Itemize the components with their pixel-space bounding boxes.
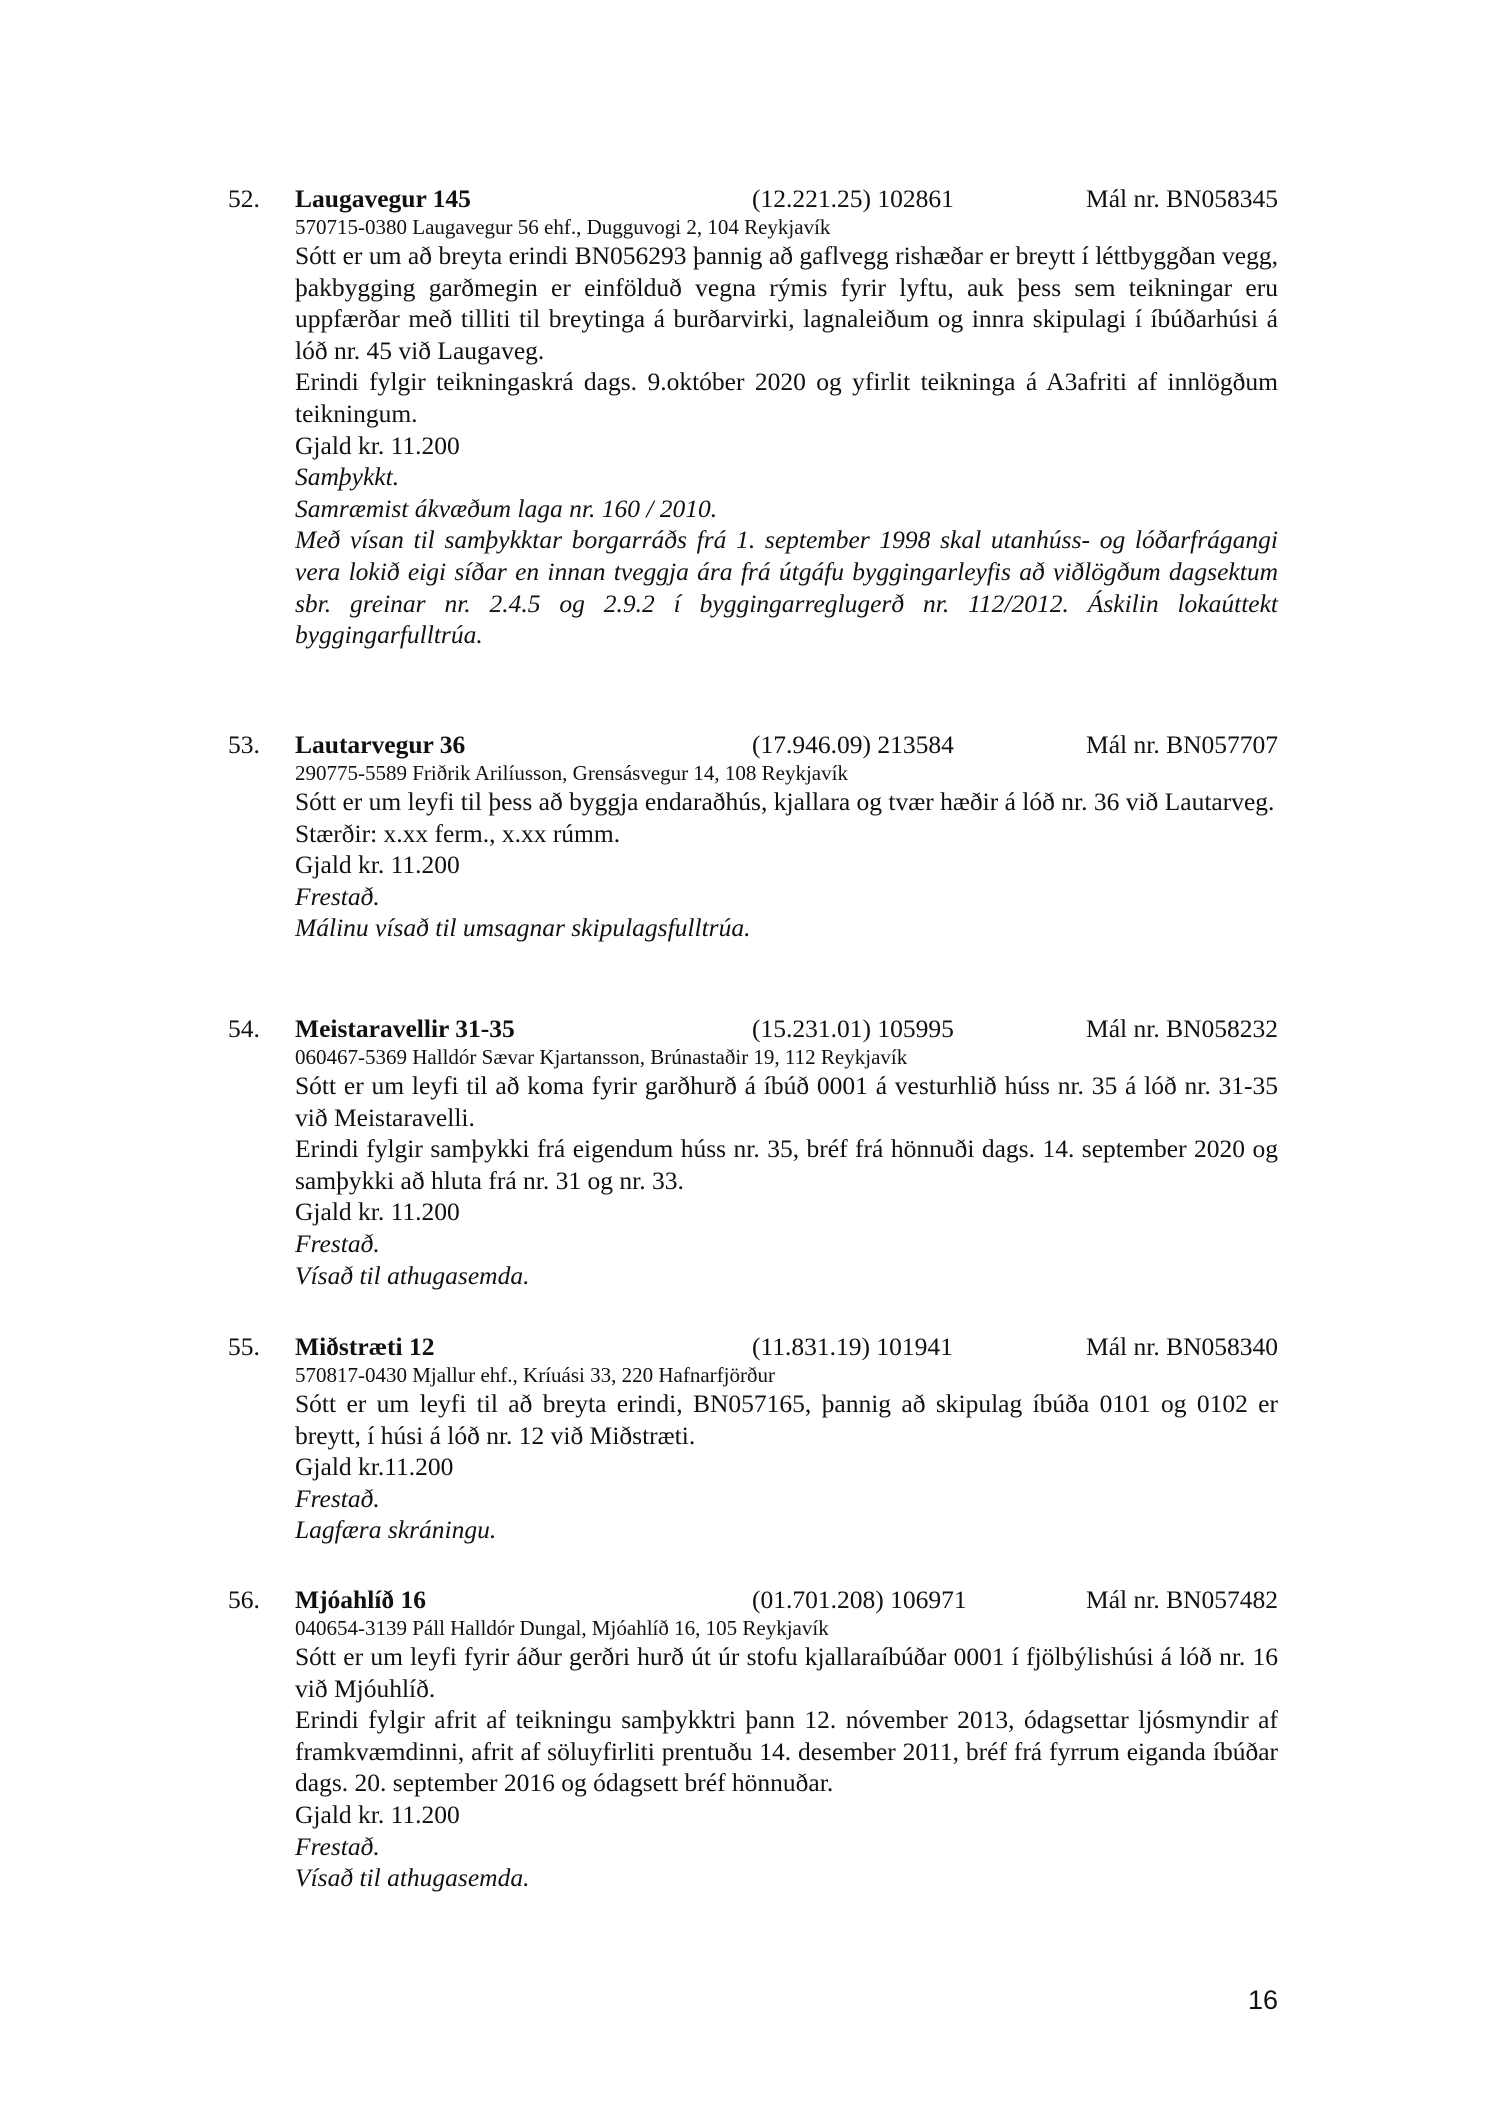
entry-decision: Frestað. bbox=[295, 881, 380, 911]
entry-fee: Gjald kr. 11.200 bbox=[295, 1799, 460, 1829]
entry-case-number: Mál nr. BN058232 bbox=[1086, 1014, 1278, 1043]
entry-attachments: Erindi fylgir samþykki frá eigendum húss nr. 35, bréf frá hönnuði dags. 14. september 2020 og samþykki að hluta frá nr. 31 og nr. 33. bbox=[295, 1134, 1278, 1195]
entry-body bbox=[295, 1388, 1278, 1546]
entry-description: Sótt er um leyfi til að koma fyrir garðhurð á íbúð 0001 á vesturhlið húss nr. 35 á lóð nr. 31-35 við Meistaravelli. bbox=[295, 1071, 1278, 1132]
entry-attachments: Erindi fylgir afrit af teikningu samþykktri þann 12. nóvember 2013, ódagsettar ljósmyndir af framkvæmdinni, afrit af söluyfirliti prentuðu 14. desember 2011, bréf frá fyrrum eiganda íbúðar dags. 20. september 2016 og ódagsett bréf hönnuðar. bbox=[295, 1705, 1278, 1798]
entry-53 bbox=[228, 728, 1278, 944]
entry-decision: Frestað. bbox=[295, 1228, 380, 1258]
entry-decision: Samþykkt. bbox=[295, 462, 400, 492]
entry-description: Sótt er um leyfi til þess að byggja endaraðhús, kjallara og tvær hæðir á lóð nr. 36 við Lautarveg. bbox=[295, 787, 1275, 816]
entry-52 bbox=[228, 182, 1278, 651]
entry-header bbox=[228, 728, 1278, 762]
entry-description: Sótt er um leyfi til að breyta erindi, BN057165, þannig að skipulag íbúða 0101 og 0102 er breytt, í húsi á lóð nr. 12 við Miðstræti. bbox=[295, 1389, 1278, 1450]
entry-note: Lagfæra skráningu. bbox=[295, 1515, 497, 1545]
entry-fee: Gjald kr.11.200 bbox=[295, 1452, 454, 1482]
entry-number: 52. bbox=[228, 184, 260, 213]
entry-note: Málinu vísað til umsagnar skipulagsfulltrúa. bbox=[295, 913, 751, 943]
entry-case-number: Mál nr. BN057482 bbox=[1086, 1585, 1278, 1614]
entry-number: 56. bbox=[228, 1585, 260, 1614]
entry-body bbox=[295, 1641, 1278, 1894]
entry-applicant: 570715-0380 Laugavegur 56 ehf., Dugguvogi 2, 104 Reykjavík bbox=[295, 215, 831, 239]
entry-number: 55. bbox=[228, 1332, 260, 1361]
entry-case-number: Mál nr. BN058340 bbox=[1086, 1332, 1278, 1361]
entry-address: Laugavegur 145 bbox=[295, 184, 471, 213]
entry-size: Stærðir: x.xx ferm., x.xx rúmm. bbox=[295, 818, 621, 848]
entry-fee: Gjald kr. 11.200 bbox=[295, 850, 460, 880]
entry-body bbox=[295, 786, 1278, 944]
entry-decision: Frestað. bbox=[295, 1831, 380, 1861]
entry-fee: Gjald kr. 11.200 bbox=[295, 1197, 460, 1227]
entry-land-number: (11.831.19) 101941 bbox=[752, 1332, 953, 1361]
entry-body bbox=[295, 240, 1278, 651]
entry-description: Sótt er um leyfi fyrir áður gerðri hurð út úr stofu kjallaraíbúðar 0001 í fjölbýlishúsi á lóð nr. 16 við Mjóuhlíð. bbox=[295, 1642, 1278, 1703]
entry-land-number: (17.946.09) 213584 bbox=[752, 730, 954, 759]
entry-attachments: Erindi fylgir teikningaskrá dags. 9.október 2020 og yfirlit teikninga á A3afriti af innlögðum teikningum. bbox=[295, 367, 1278, 428]
entry-land-number: (12.221.25) 102861 bbox=[752, 184, 954, 213]
entry-body bbox=[295, 1070, 1278, 1291]
entry-number: 53. bbox=[228, 730, 260, 759]
entry-case-number: Mál nr. BN057707 bbox=[1086, 730, 1278, 759]
entry-case-number: Mál nr. BN058345 bbox=[1086, 184, 1278, 213]
entry-address: Meistaravellir 31-35 bbox=[295, 1014, 515, 1043]
entry-address: Lautarvegur 36 bbox=[295, 730, 466, 759]
page-number: 16 bbox=[1247, 1985, 1278, 2015]
entry-note: Með vísan til samþykktar borgarráðs frá 1. september 1998 skal utanhúss- og lóðarfrágangi vera lokið eigi síðar en innan tveggja ára frá útgáfu byggingarleyfis að viðlögðum dagsektum sbr. greinar nr. 2.4.5 og 2.9.2 í byggingarreglugerð nr. 112/2012. Áskilin lokaúttekt byggingarfulltrúa. bbox=[295, 525, 1278, 650]
entry-fee: Gjald kr. 11.200 bbox=[295, 430, 460, 460]
entry-applicant: 290775-5589 Friðrik Arilíusson, Grensásvegur 14, 108 Reykjavík bbox=[295, 761, 848, 785]
entry-description: Sótt er um að breyta erindi BN056293 þannig að gaflvegg rishæðar er breytt í léttbyggðan vegg, þakbygging garðmegin er einfölduð vegna rýmis fyrir lyftu, auk þess sem teikningar eru uppfærðar með tilliti til breytinga á burðarvirki, lagnaleiðum og innra skipulagi í íbúðarhúsi á lóð nr. 45 við Laugaveg. bbox=[295, 241, 1278, 365]
entry-number: 54. bbox=[228, 1014, 260, 1043]
entry-applicant: 060467-5369 Halldór Sævar Kjartansson, Brúnastaðir 19, 112 Reykjavík bbox=[295, 1045, 908, 1069]
entry-land-number: (15.231.01) 105995 bbox=[752, 1014, 954, 1043]
entry-header bbox=[228, 1330, 1278, 1364]
entry-54 bbox=[228, 1012, 1278, 1291]
entry-address: Miðstræti 12 bbox=[295, 1332, 435, 1361]
entry-55 bbox=[228, 1330, 1278, 1546]
entry-note: Vísað til athugasemda. bbox=[295, 1260, 530, 1290]
entry-header bbox=[228, 1012, 1278, 1046]
entry-header bbox=[228, 182, 1278, 216]
entry-header bbox=[228, 1583, 1278, 1617]
entry-land-number: (01.701.208) 106971 bbox=[752, 1585, 967, 1614]
entry-note: Samræmist ákvæðum laga nr. 160 / 2010. bbox=[295, 493, 718, 523]
entry-applicant: 570817-0430 Mjallur ehf., Kríuási 33, 220 Hafnarfjörður bbox=[295, 1363, 775, 1387]
entry-note: Vísað til athugasemda. bbox=[295, 1863, 530, 1893]
entry-56 bbox=[228, 1583, 1278, 1894]
entry-applicant: 040654-3139 Páll Halldór Dungal, Mjóahlíð 16, 105 Reykjavík bbox=[295, 1616, 829, 1640]
entry-decision: Frestað. bbox=[295, 1483, 380, 1513]
entry-address: Mjóahlíð 16 bbox=[295, 1585, 427, 1614]
